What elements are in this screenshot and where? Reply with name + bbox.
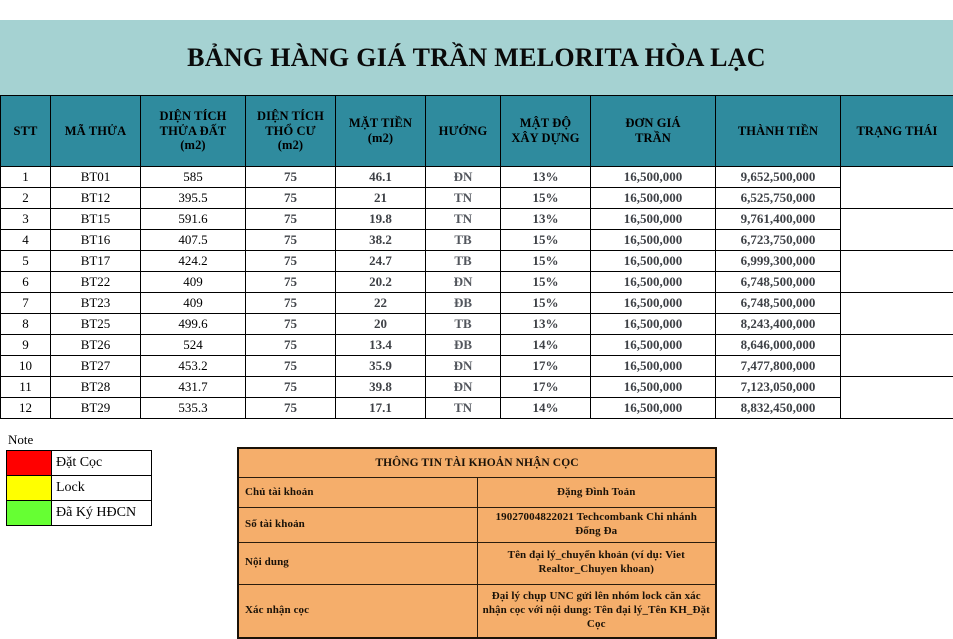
col-header-don-gia-tran	[591, 96, 716, 167]
cell-dien-tich-thua-dat: 453.2	[141, 356, 246, 377]
cell-dien-tich-thua-dat: 409	[141, 293, 246, 314]
cell-don-gia: 16,500,000	[591, 167, 716, 188]
cell-don-gia: 16,500,000	[591, 230, 716, 251]
col-header-thanhtien-l1: THÀNH TIỀN	[716, 124, 840, 139]
cell-ma-thua: BT25	[51, 314, 141, 335]
table-row[interactable]	[1, 230, 953, 251]
col-header-dtdat-l2: THỬA ĐẤT	[141, 124, 245, 139]
table-row[interactable]	[1, 314, 953, 335]
cell-thanh-tien: 7,123,050,000	[716, 377, 841, 398]
cell-trang-thai[interactable]	[841, 377, 953, 419]
cell-dien-tich-thua-dat: 524	[141, 335, 246, 356]
cell-dien-tich-thua-dat: 591.6	[141, 209, 246, 230]
cell-huong: ĐN	[426, 356, 501, 377]
legend-color-swatch	[7, 501, 52, 526]
cell-mat-do: 15%	[501, 293, 591, 314]
cell-mat-tien: 35.9	[336, 356, 426, 377]
cell-thanh-tien: 9,761,400,000	[716, 209, 841, 230]
cell-don-gia: 16,500,000	[591, 356, 716, 377]
legend-row	[7, 476, 152, 501]
cell-huong: TN	[426, 209, 501, 230]
col-header-thanh-tien	[716, 96, 841, 167]
cell-thanh-tien: 8,832,450,000	[716, 398, 841, 419]
cell-dien-tich-tho-cu: 75	[246, 230, 336, 251]
col-header-mattien-l2: (m2)	[336, 131, 425, 146]
legend-body	[7, 451, 152, 526]
col-header-dttho-l3: (m2)	[246, 138, 335, 153]
cell-dien-tich-tho-cu: 75	[246, 293, 336, 314]
note-label: Note	[8, 432, 152, 448]
col-header-huong-l1: HƯỚNG	[426, 124, 500, 139]
cell-trang-thai[interactable]	[841, 167, 953, 209]
cell-ma-thua: BT17	[51, 251, 141, 272]
cell-stt: 12	[1, 398, 51, 419]
cell-mat-do: 15%	[501, 251, 591, 272]
cell-stt: 3	[1, 209, 51, 230]
note-legend	[6, 432, 152, 526]
cell-thanh-tien: 6,723,750,000	[716, 230, 841, 251]
col-header-stt	[1, 96, 51, 167]
legend-table	[6, 450, 152, 526]
price-table-body	[1, 167, 953, 419]
legend-row	[7, 451, 152, 476]
cell-huong: ĐB	[426, 335, 501, 356]
col-header-dongia-l2: TRẦN	[591, 131, 715, 146]
cell-dien-tich-tho-cu: 75	[246, 377, 336, 398]
cell-mat-do: 13%	[501, 314, 591, 335]
col-header-dtdat-l1: DIỆN TÍCH	[141, 109, 245, 124]
col-header-dien-tich-tho-cu	[246, 96, 336, 167]
cell-mat-do: 13%	[501, 209, 591, 230]
cell-mat-tien: 17.1	[336, 398, 426, 419]
cell-ma-thua: BT29	[51, 398, 141, 419]
legend-label: Đã Ký HĐCN	[52, 501, 152, 526]
cell-ma-thua: BT16	[51, 230, 141, 251]
cell-ma-thua: BT26	[51, 335, 141, 356]
cell-huong: ĐN	[426, 377, 501, 398]
col-header-mattien-l1: MẶT TIỀN	[336, 116, 425, 131]
cell-don-gia: 16,500,000	[591, 293, 716, 314]
cell-mat-tien: 38.2	[336, 230, 426, 251]
bank-value-confirm: Đại lý chụp UNC gửi lên nhóm lock căn xác nhận cọc với nội dung: Tên đại lý_Tên KH_Đặt Cọc	[477, 584, 716, 638]
cell-ma-thua: BT27	[51, 356, 141, 377]
cell-don-gia: 16,500,000	[591, 398, 716, 419]
bank-key-content: Nội dung	[238, 542, 477, 584]
table-row[interactable]	[1, 251, 953, 272]
bank-key-owner: Chủ tài khoản	[238, 478, 477, 508]
header-row	[1, 96, 953, 167]
price-table-header	[1, 96, 953, 167]
cell-don-gia: 16,500,000	[591, 272, 716, 293]
cell-huong: ĐN	[426, 167, 501, 188]
col-header-dien-tich-thua-dat	[141, 96, 246, 167]
cell-thanh-tien: 6,748,500,000	[716, 293, 841, 314]
cell-dien-tich-tho-cu: 75	[246, 251, 336, 272]
table-row[interactable]	[1, 377, 953, 398]
cell-mat-tien: 24.7	[336, 251, 426, 272]
cell-dien-tich-tho-cu: 75	[246, 314, 336, 335]
cell-trang-thai[interactable]	[841, 293, 953, 335]
cell-ma-thua: BT22	[51, 272, 141, 293]
cell-ma-thua: BT15	[51, 209, 141, 230]
table-row[interactable]	[1, 188, 953, 209]
cell-mat-tien: 46.1	[336, 167, 426, 188]
cell-thanh-tien: 6,748,500,000	[716, 272, 841, 293]
cell-mat-tien: 21	[336, 188, 426, 209]
cell-stt: 5	[1, 251, 51, 272]
cell-dien-tich-tho-cu: 75	[246, 209, 336, 230]
bank-row-account	[238, 508, 716, 543]
cell-mat-do: 15%	[501, 272, 591, 293]
cell-ma-thua: BT28	[51, 377, 141, 398]
cell-mat-do: 14%	[501, 398, 591, 419]
cell-thanh-tien: 6,525,750,000	[716, 188, 841, 209]
cell-stt: 9	[1, 335, 51, 356]
cell-thanh-tien: 9,652,500,000	[716, 167, 841, 188]
cell-don-gia: 16,500,000	[591, 209, 716, 230]
cell-dien-tich-tho-cu: 75	[246, 167, 336, 188]
cell-mat-do: 14%	[501, 335, 591, 356]
bank-row-owner	[238, 478, 716, 508]
cell-dien-tich-thua-dat: 585	[141, 167, 246, 188]
bank-value-content: Tên đại lý_chuyển khoản (ví dụ: Viet Realtor_Chuyen khoan)	[477, 542, 716, 584]
col-header-dongia-l1: ĐƠN GIÁ	[591, 116, 715, 131]
cell-huong: TB	[426, 251, 501, 272]
cell-stt: 8	[1, 314, 51, 335]
bank-info-panel	[237, 447, 717, 639]
col-header-stt-l1: STT	[1, 124, 50, 139]
bank-info-table	[237, 447, 717, 639]
cell-thanh-tien: 7,477,800,000	[716, 356, 841, 377]
col-header-trangthai-l1: TRẠNG THÁI	[841, 124, 953, 139]
cell-mat-do: 17%	[501, 356, 591, 377]
cell-thanh-tien: 8,243,400,000	[716, 314, 841, 335]
legend-label: Lock	[52, 476, 152, 501]
col-header-ma-thua-l1: MÃ THỬA	[51, 124, 140, 139]
table-row[interactable]	[1, 356, 953, 377]
col-header-dttho-l1: DIỆN TÍCH	[246, 109, 335, 124]
cell-mat-do: 17%	[501, 377, 591, 398]
cell-ma-thua: BT01	[51, 167, 141, 188]
cell-mat-do: 13%	[501, 167, 591, 188]
col-header-dtdat-l3: (m2)	[141, 138, 245, 153]
bank-info-title: THÔNG TIN TÀI KHOẢN NHẬN CỌC	[238, 448, 716, 478]
cell-don-gia: 16,500,000	[591, 251, 716, 272]
cell-dien-tich-tho-cu: 75	[246, 335, 336, 356]
cell-dien-tich-tho-cu: 75	[246, 272, 336, 293]
cell-don-gia: 16,500,000	[591, 314, 716, 335]
cell-stt: 4	[1, 230, 51, 251]
col-header-huong	[426, 96, 501, 167]
cell-trang-thai[interactable]	[841, 335, 953, 377]
cell-mat-tien: 20.2	[336, 272, 426, 293]
col-header-ma-thua	[51, 96, 141, 167]
legend-label: Đặt Cọc	[52, 451, 152, 476]
cell-stt: 7	[1, 293, 51, 314]
cell-stt: 1	[1, 167, 51, 188]
cell-huong: TB	[426, 230, 501, 251]
cell-mat-tien: 13.4	[336, 335, 426, 356]
cell-trang-thai[interactable]	[841, 209, 953, 251]
cell-mat-tien: 39.8	[336, 377, 426, 398]
cell-ma-thua: BT23	[51, 293, 141, 314]
col-header-trang-thai	[841, 96, 953, 167]
table-row[interactable]	[1, 293, 953, 314]
table-row[interactable]	[1, 398, 953, 419]
cell-huong: ĐN	[426, 272, 501, 293]
table-row[interactable]	[1, 335, 953, 356]
table-row[interactable]	[1, 209, 953, 230]
cell-dien-tich-thua-dat: 409	[141, 272, 246, 293]
cell-thanh-tien: 8,646,000,000	[716, 335, 841, 356]
cell-dien-tich-thua-dat: 535.3	[141, 398, 246, 419]
cell-dien-tich-thua-dat: 431.7	[141, 377, 246, 398]
bank-key-confirm: Xác nhận cọc	[238, 584, 477, 638]
bank-value-account: 19027004822021 Techcombank Chi nhánh Đống Đa	[477, 508, 716, 543]
cell-dien-tich-thua-dat: 395.5	[141, 188, 246, 209]
cell-don-gia: 16,500,000	[591, 188, 716, 209]
cell-huong: TB	[426, 314, 501, 335]
bank-key-account: Số tài khoản	[238, 508, 477, 543]
legend-color-swatch	[7, 451, 52, 476]
cell-dien-tich-tho-cu: 75	[246, 356, 336, 377]
cell-dien-tich-thua-dat: 407.5	[141, 230, 246, 251]
cell-mat-tien: 22	[336, 293, 426, 314]
cell-mat-do: 15%	[501, 230, 591, 251]
cell-thanh-tien: 6,999,300,000	[716, 251, 841, 272]
legend-row	[7, 501, 152, 526]
cell-mat-do: 15%	[501, 188, 591, 209]
cell-stt: 6	[1, 272, 51, 293]
cell-stt: 10	[1, 356, 51, 377]
col-header-mat-do-xay-dung	[501, 96, 591, 167]
cell-don-gia: 16,500,000	[591, 377, 716, 398]
cell-dien-tich-tho-cu: 75	[246, 398, 336, 419]
cell-dien-tich-thua-dat: 424.2	[141, 251, 246, 272]
price-table	[0, 95, 953, 419]
table-row[interactable]	[1, 272, 953, 293]
cell-mat-tien: 19.8	[336, 209, 426, 230]
cell-stt: 2	[1, 188, 51, 209]
cell-don-gia: 16,500,000	[591, 335, 716, 356]
cell-dien-tich-thua-dat: 499.6	[141, 314, 246, 335]
bank-title-row	[238, 448, 716, 478]
page-title: BẢNG HÀNG GIÁ TRẦN MELORITA HÒA LẠC	[187, 43, 766, 73]
cell-huong: TN	[426, 188, 501, 209]
cell-mat-tien: 20	[336, 314, 426, 335]
col-header-matdo-l2: XÂY DỰNG	[501, 131, 590, 146]
col-header-mat-tien	[336, 96, 426, 167]
cell-stt: 11	[1, 377, 51, 398]
cell-huong: ĐB	[426, 293, 501, 314]
col-header-matdo-l1: MẬT ĐỘ	[501, 116, 590, 131]
cell-huong: TN	[426, 398, 501, 419]
cell-trang-thai[interactable]	[841, 251, 953, 293]
bank-row-confirm	[238, 584, 716, 638]
title-banner	[0, 20, 953, 95]
table-row[interactable]	[1, 167, 953, 188]
cell-ma-thua: BT12	[51, 188, 141, 209]
legend-color-swatch	[7, 476, 52, 501]
cell-dien-tich-tho-cu: 75	[246, 188, 336, 209]
bank-value-owner: Đặng Đình Toản	[477, 478, 716, 508]
bank-row-content	[238, 542, 716, 584]
col-header-dttho-l2: THỔ CƯ	[246, 124, 335, 139]
